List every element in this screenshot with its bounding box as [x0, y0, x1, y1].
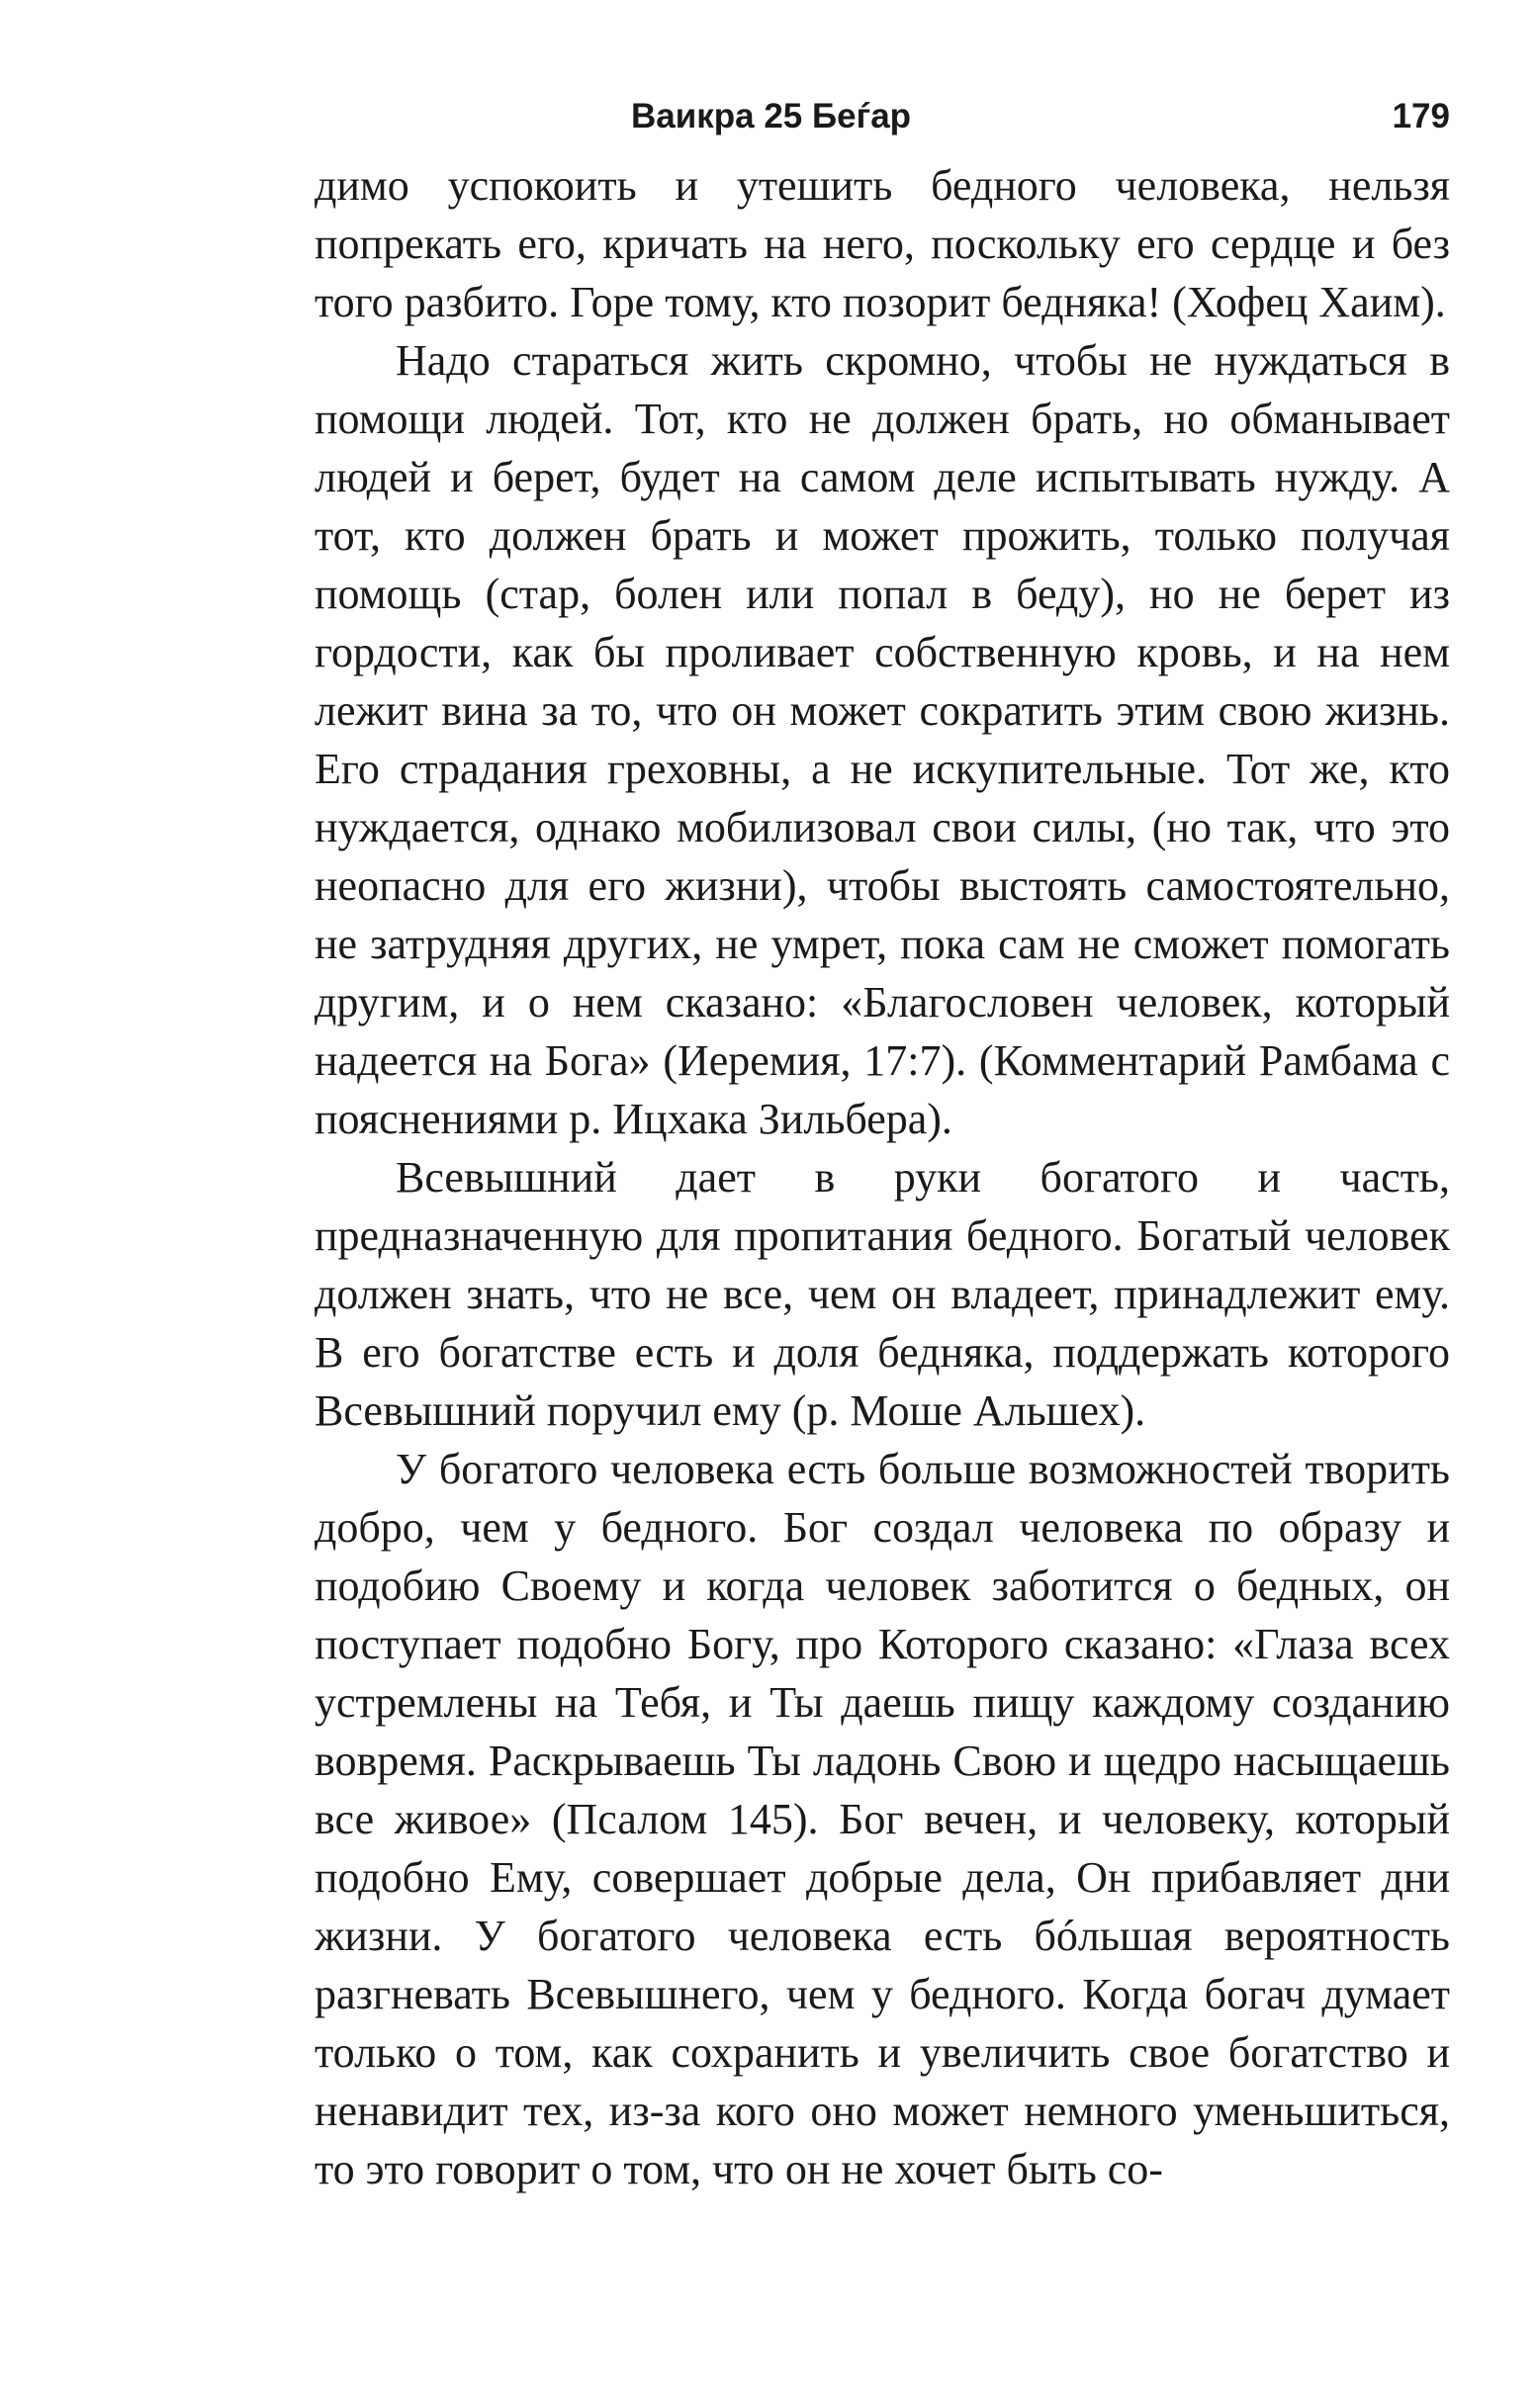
paragraph: Всевышний дает в руки богатого и часть, предназначенную для пропитания бедного. Богатый человек должен знать, что не все, чем он владеет, принадлежит ему. В его богатстве есть и доля бедняка, поддержать которого Всевышний поручил ему (р. Моше Альшех).: [315, 1153, 1450, 1435]
running-header: [315, 79, 1450, 148]
paragraph: У богатого человека есть больше возможностей творить добро, чем у бедного. Бог создал человека по образу и подобию Своему и когда человек заботится о бедных, он поступает подобно Богу, про Которого сказано: «Глаза всех устремлены на Тебя, и Ты даешь пищу каждому созданию вовремя. Раскрываешь Ты ладонь Свою и щедро насыщаешь все живое» (Псалом 145). Бог вечен, и человеку, который подобно Ему, совершает добрые дела, Он прибавляет дни жизни. У богатого человека есть бóльшая вероятность разгневать Всевышнего, чем у бедного. Когда богач думает только о том, как сохранить и увеличить свое богатство и ненавидит тех, из-за кого оно может немного уменьшиться, то это говорит о том, что он не хочет быть со-: [315, 1445, 1450, 2193]
paragraph: Надо стараться жить скромно, чтобы не нуждаться в помощи людей. Тот, кто не должен брать, но обманывает людей и берет, будет на самом деле испытывать нужду. А тот, кто должен брать и может прожить, только получая помощь (стар, болен или попал в беду), но не берет из гордости, как бы проливает собственную кровь, и на нем лежит вина за то, что он может сократить этим свою жизнь. Его страдания греховны, а не искупительные. Тот же, кто нуждается, однако мобилизовал свои силы, (но так, что это неопасно для его жизни), чтобы выстоять самостоятельно, не затрудняя других, не умрет, пока сам не сможет помогать другим, и о нем сказано: «Благословен человек, который надеется на Бога» (Иеремия, 17:7). (Комментарий Рамбама с пояснениями р. Ицхака Зильбера).: [315, 336, 1450, 1143]
book-page: [315, 79, 1450, 2198]
body-text: [315, 156, 1450, 2198]
chapter-title: Ваикра 25 Беѓар: [631, 97, 912, 135]
page-number: 179: [1392, 97, 1450, 135]
paragraph-continuation: димо успокоить и утешить бедного человека, нельзя попрекать его, кричать на него, поскольку его сердце и без того разбито. Горе тому, кто позорит бедняка! (Хофец Хаим).: [315, 161, 1450, 326]
